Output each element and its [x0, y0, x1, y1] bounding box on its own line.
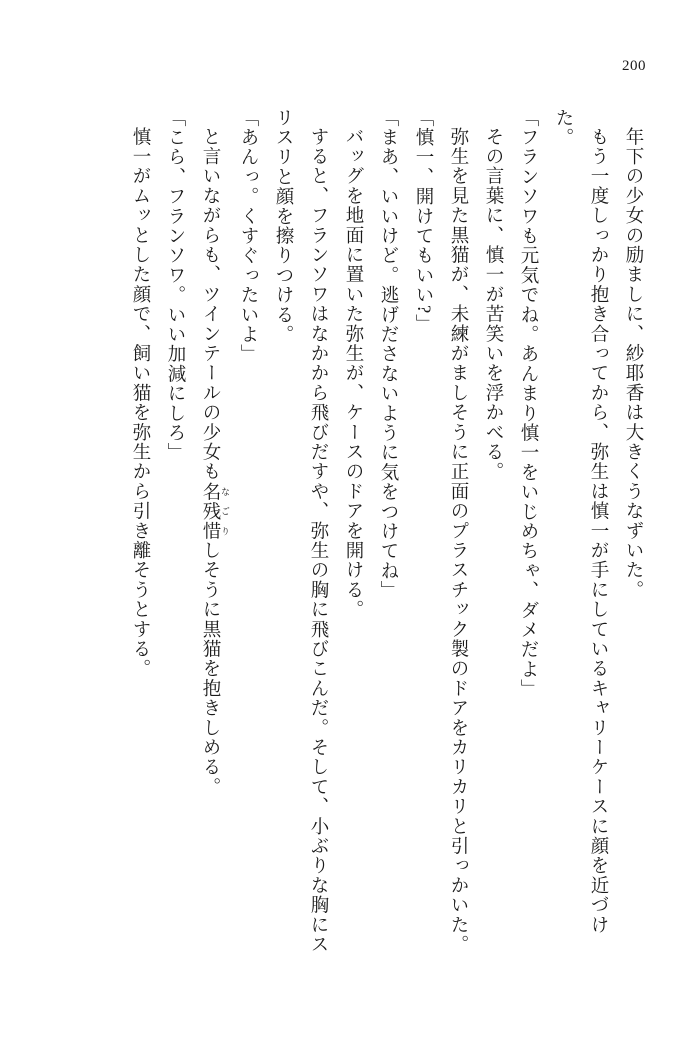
paragraph: 「こら、フランソワ。いい加減にしろ」	[165, 108, 185, 463]
paragraph: 弥生を見た黒猫が、未練がましそうに正面のプラスチック製のドアをカリカリと引っかいた。	[448, 127, 468, 955]
paragraph: 「慎一、開けてもいい?」	[413, 108, 433, 335]
paragraph: 慎一がムッとした顔で、飼い猫を弥生から引き離そうとする。	[130, 127, 150, 679]
paragraph: 「あんっ。くすぐったいよ」	[238, 108, 258, 365]
paragraph-text: と言いながらも、ツインテールの少女も名残惜 なごりしそうに黒猫を抱きしめる。	[200, 127, 230, 797]
paragraph: 年下の少女の励ましに、紗耶香は大きくうなずいた。	[623, 127, 643, 600]
paragraph: バッグを地面に置いた弥生が、ケースのドアを開ける。	[343, 127, 363, 620]
paragraph: 「まあ、いいけど。逃げださないように気をつけてね」	[378, 108, 398, 601]
paragraph: すると、フランソワはなかから飛びだすや、弥生の胸に飛びこんだ。そして、小ぶりな胸にスリスリと顔を擦りつける。	[273, 108, 328, 955]
paragraph: 「フランソワも元気でね。あんまり慎一をいじめちゃ、ダメだよ」	[518, 108, 538, 699]
paragraph-with-ruby	[192, 108, 230, 968]
ruby-annotation: 名残惜 なごり	[200, 481, 230, 541]
page-number: 200	[622, 58, 646, 74]
paragraph: その言葉に、慎一が苦笑いを浮かべる。	[483, 127, 503, 482]
paragraph: もう一度しっかり抱き合ってから、弥生は慎一が手にしているキャリーケースに顔を近づけた。	[553, 108, 608, 935]
body-text-block	[122, 108, 650, 968]
